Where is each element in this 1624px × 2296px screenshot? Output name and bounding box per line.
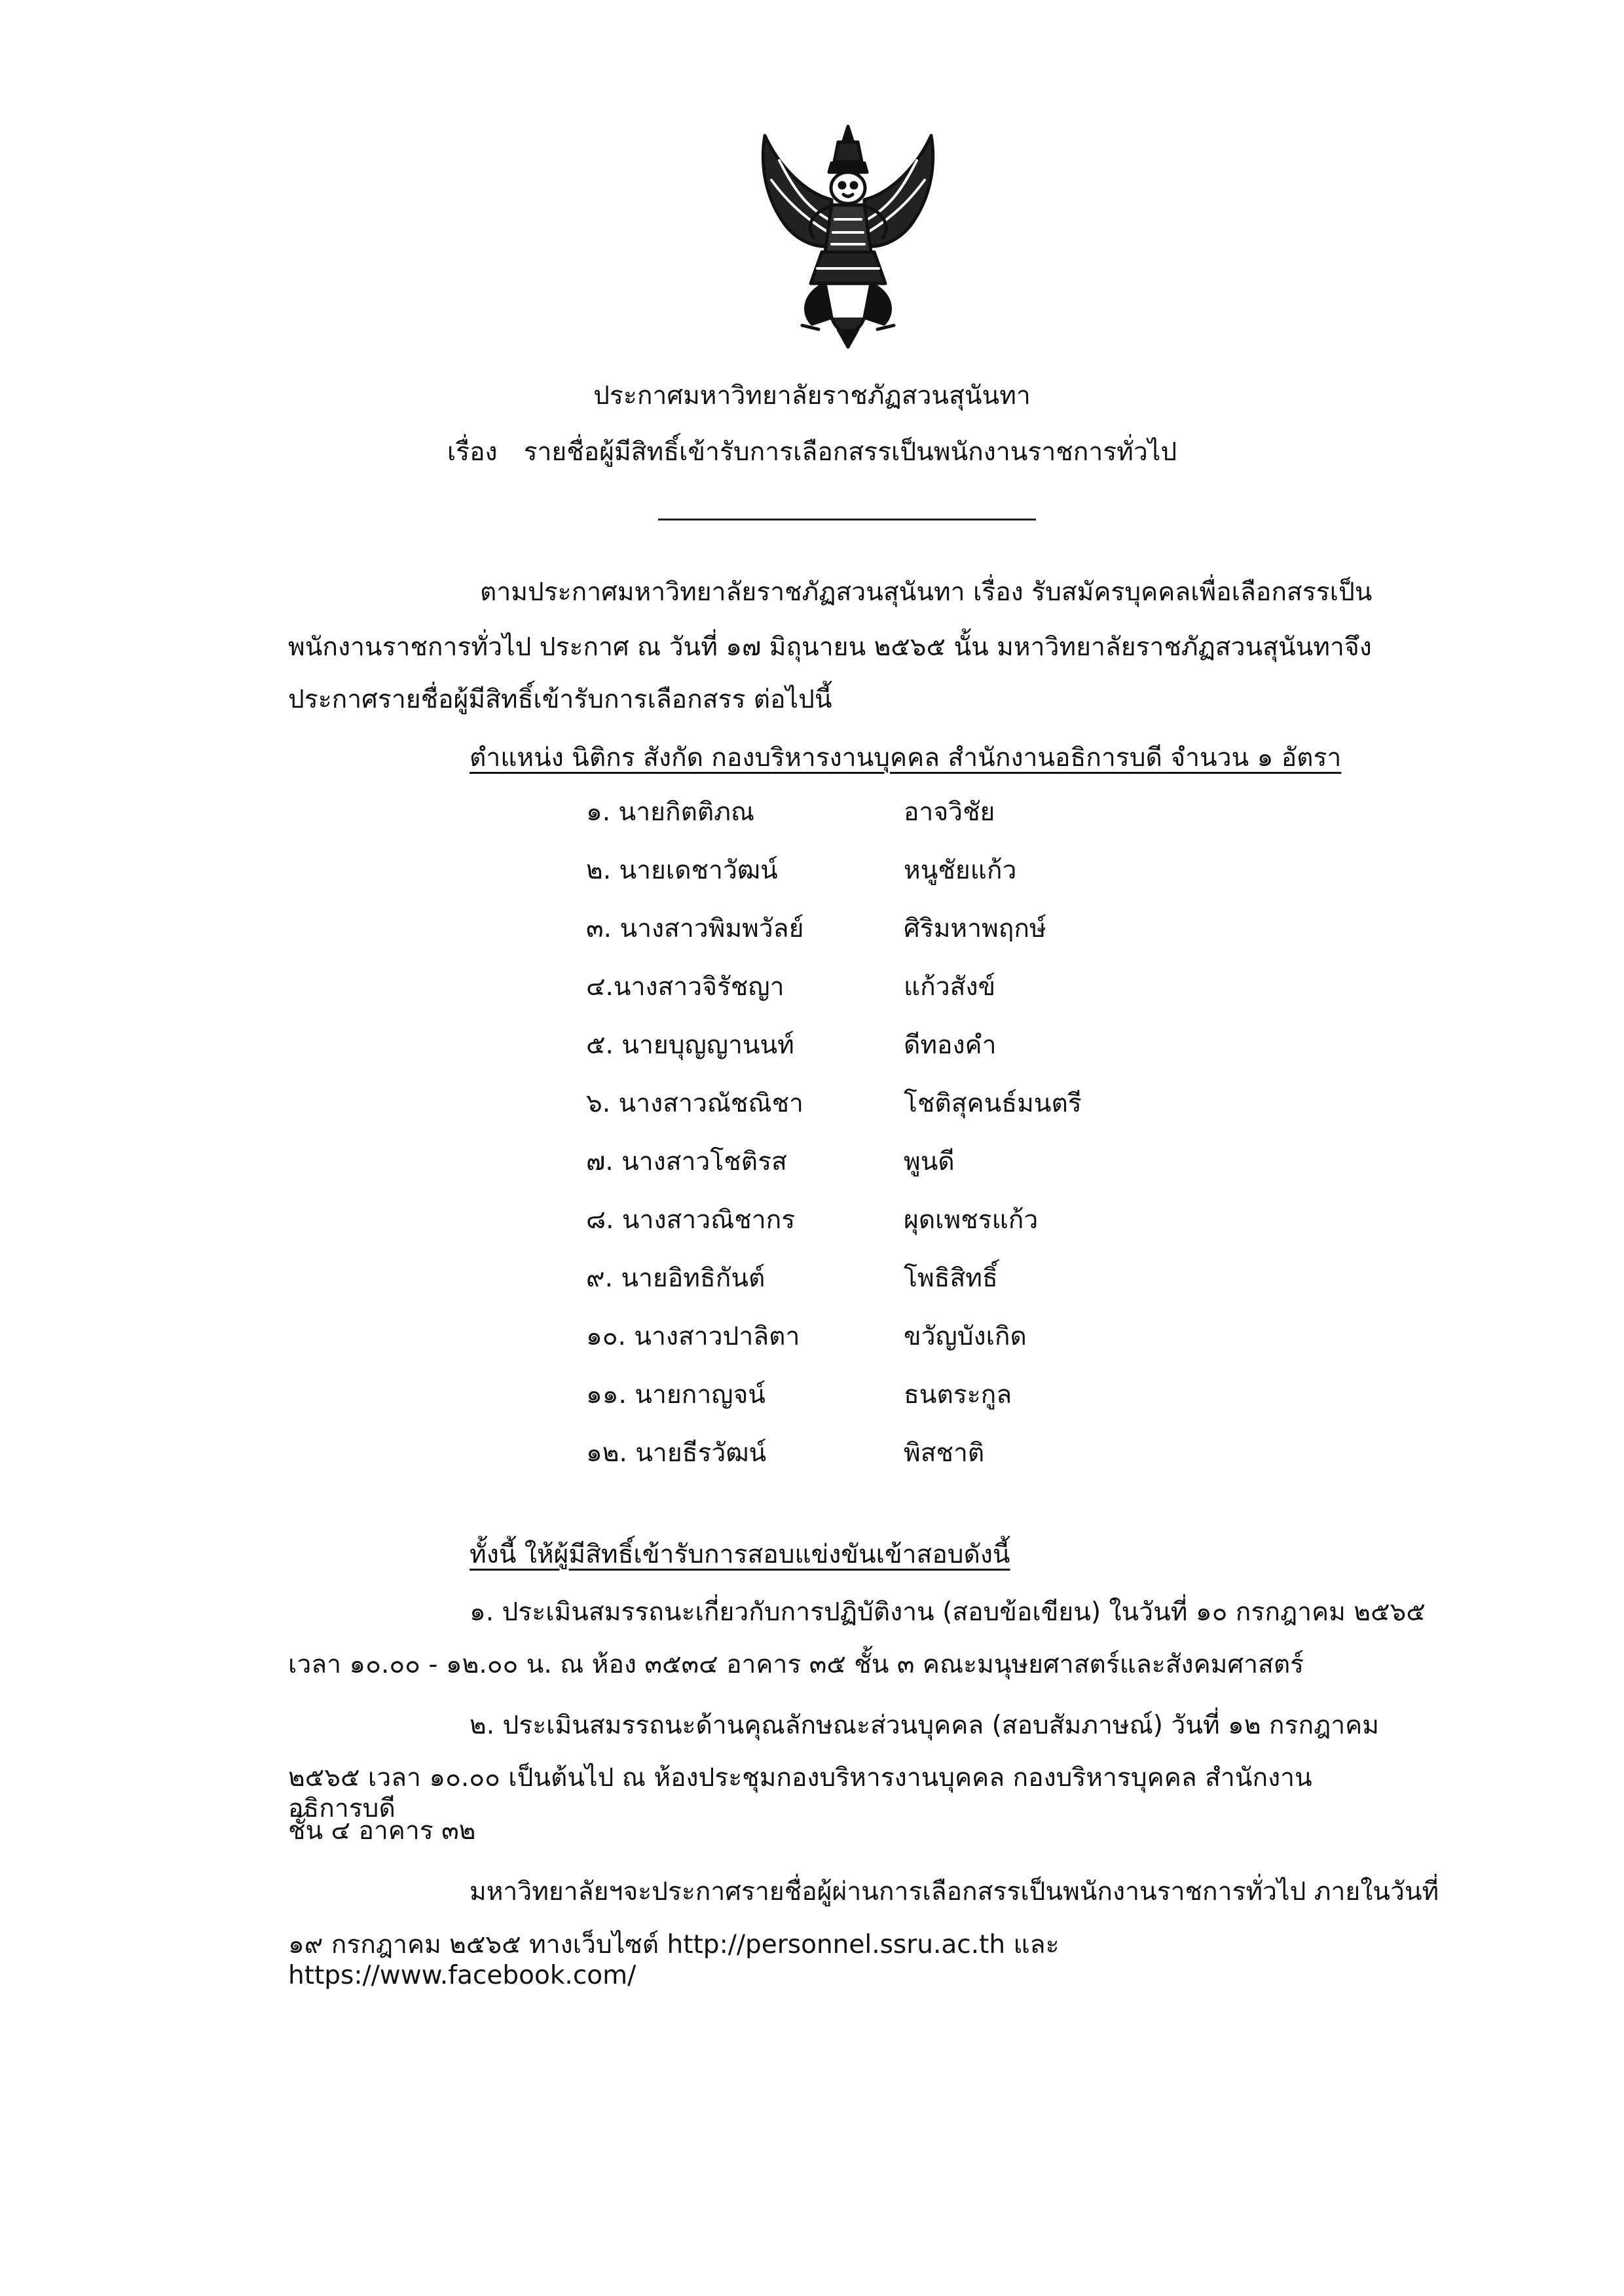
- position-heading: ตำแหน่ง นิติกร สังกัด กองบริหารงานบุคคล สำนักงานอธิการบดี จำนวน ๑ อัตรา: [470, 743, 1342, 773]
- candidate-last-name: หนูชัยแก้ว: [904, 856, 1017, 885]
- candidate-first-name: ๙. นายอิทธิกันต์: [586, 1264, 766, 1293]
- title-divider: [658, 519, 1036, 520]
- exam-heading: ทั้งนี้ ให้ผู้มีสิทธิ์เข้ารับการสอบแข่งขันเข้าสอบดังนี้: [470, 1540, 1010, 1569]
- exam-item-2-line-2: ๒๕๖๕ เวลา ๑๐.๐๐ เป็นต้นไป ณ ห้องประชุมกองบริหารงานบุคคล กองบริหารบุคคล สำนักงานอธิการบดี: [288, 1763, 1312, 1823]
- exam-item-2-line-3: ชั้น ๔ อาคาร ๓๒: [288, 1816, 476, 1846]
- intro-line-1: ตามประกาศมหาวิทยาลัยราชภัฏสวนสุนันทา เรื่อง รับสมัครบุคคลเพื่อเลือกสรรเป็น: [480, 577, 1373, 607]
- candidate-first-name: ๘. นางสาวณิชากร: [586, 1205, 796, 1235]
- candidate-last-name: โชติสุคนธ์มนตรี: [904, 1089, 1082, 1118]
- candidate-last-name: ขวัญบังเกิด: [904, 1322, 1027, 1351]
- candidate-last-name: พูนดี: [904, 1147, 955, 1176]
- exam-item-2-line-1: ๒. ประเมินสมรรถนะด้านคุณลักษณะส่วนบุคคล (สอบสัมภาษณ์) วันที่ ๑๒ กรกฎาคม: [470, 1711, 1379, 1740]
- candidate-first-name: ๓. นางสาวพิมพวัลย์: [586, 914, 804, 943]
- candidate-first-name: ๒. นายเดชาวัฒน์: [586, 856, 778, 885]
- subject-text: รายชื่อผู้มีสิทธิ์เข้ารับการเลือกสรรเป็นพนักงานราชการทั่วไป: [523, 437, 1177, 467]
- candidate-last-name: โพธิสิทธิ์: [904, 1264, 998, 1293]
- candidate-first-name: ๔.นางสาวจิรัชญา: [586, 972, 784, 1002]
- candidate-first-name: ๑๒. นายธีรวัฒน์: [586, 1438, 767, 1468]
- candidate-last-name: ธนตระกูล: [904, 1380, 1012, 1410]
- closing-line-1: มหาวิทยาลัยฯจะประกาศรายชื่อผู้ผ่านการเลือกสรรเป็นพนักงานราชการทั่วไป ภายในวันที่: [470, 1877, 1439, 1906]
- candidate-first-name: ๕. นายบุญญานนท์: [586, 1030, 794, 1060]
- subject-label: เรื่อง: [447, 437, 498, 467]
- candidate-last-name: พิสชาติ: [904, 1438, 985, 1468]
- candidate-last-name: ดีทองคำ: [904, 1030, 997, 1060]
- candidate-first-name: ๑. นายกิตติภณ: [586, 797, 755, 827]
- intro-line-3: ประกาศรายชื่อผู้มีสิทธิ์เข้ารับการเลือกสรร ต่อไปนี้: [288, 685, 832, 714]
- intro-line-2: พนักงานราชการทั่วไป ประกาศ ณ วันที่ ๑๗ มิถุนายน ๒๕๖๕ นั้น มหาวิทยาลัยราชภัฏสวนสุนันทาจึง: [288, 632, 1372, 662]
- candidate-first-name: ๖. นางสาวณัชณิชา: [586, 1089, 803, 1118]
- announcement-subject: [0, 437, 1624, 468]
- garuda-emblem-icon: [740, 121, 956, 350]
- candidate-last-name: ศิริมหาพฤกษ์: [904, 914, 1046, 943]
- announcement-title: ประกาศมหาวิทยาลัยราชภัฏสวนสุนันทา: [593, 381, 1031, 410]
- candidate-last-name: อาจวิชัย: [904, 797, 995, 827]
- closing-line-2: ๑๙ กรกฎาคม ๒๕๖๕ ทางเว็บไซต์ http://personnel.ssru.ac.th และ https://www.facebook.com/: [288, 1930, 1060, 1990]
- candidate-first-name: ๗. นางสาวโชติรส: [586, 1147, 787, 1176]
- candidate-last-name: แก้วสังข์: [904, 972, 996, 1002]
- candidate-first-name: ๑๑. นายกาญจน์: [586, 1380, 766, 1410]
- exam-item-1-line-2: เวลา ๑๐.๐๐ - ๑๒.๐๐ น. ณ ห้อง ๓๕๓๔ อาคาร ๓๕ ชั้น ๓ คณะมนุษยศาสตร์และสังคมศาสตร์: [288, 1650, 1304, 1679]
- exam-item-1-line-1: ๑. ประเมินสมรรถนะเกี่ยวกับการปฏิบัติงาน (สอบข้อเขียน) ในวันที่ ๑๐ กรกฎาคม ๒๕๖๕: [470, 1597, 1426, 1627]
- candidate-first-name: ๑๐. นางสาวปาลิตา: [586, 1322, 800, 1351]
- candidate-last-name: ผุดเพชรแก้ว: [904, 1205, 1039, 1235]
